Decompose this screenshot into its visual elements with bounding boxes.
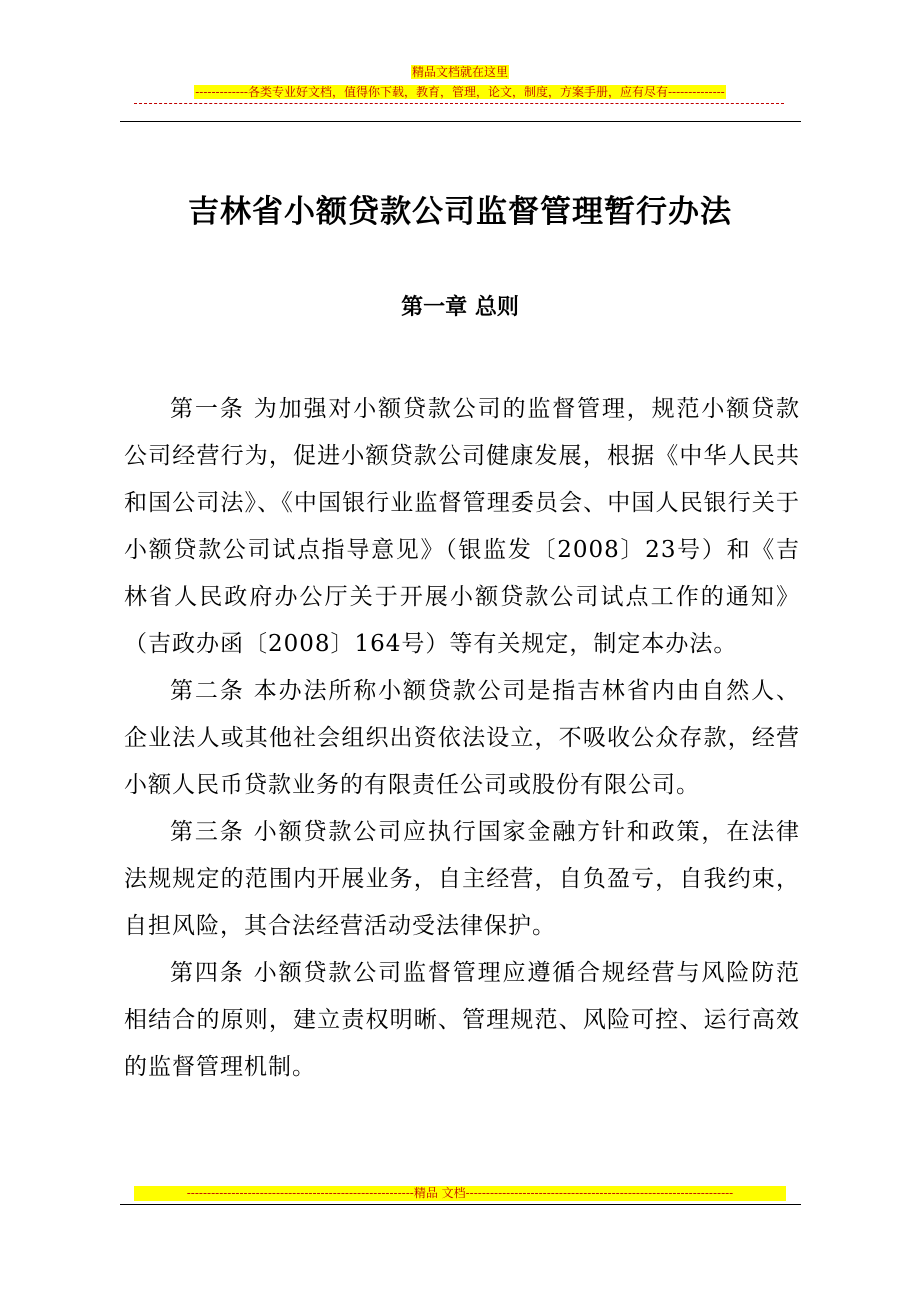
- article-3: 第三条 小额贷款公司应执行国家金融方针和政策，在法律法规规定的范围内开展业务，自主经营，自负盈亏，自我约束，自担风险，其合法经营活动受法律保护。: [124, 819, 800, 939]
- header-banner: [0, 84, 920, 100]
- header-banner-text: -------------各类专业好文档，值得你下载，教育，管理，论文，制度，方案手册，应有尽有--------------: [195, 85, 725, 99]
- header-dashed-divider: [134, 103, 784, 104]
- document-title: 吉林省小额贷款公司监督管理暂行办法: [188, 194, 732, 230]
- header-tagline: [0, 64, 920, 80]
- document-body: [124, 386, 800, 1091]
- article-1: 第一条 为加强对小额贷款公司的监督管理，规范小额贷款公司经营行为，促进小额贷款公司健康发展，根据《中华人民共和国公司法》、《中国银行业监督管理委员会、中国人民银行关于小额贷款公司试点指导意见》（银监发〔2008〕23号）和《吉林省人民政府办公厅关于开展小额贷款公司试点工作的通知》（吉政办函〔2008〕164号）等有关规定，制定本办法。: [124, 396, 800, 657]
- header-rule: [120, 121, 801, 122]
- article-4: 第四条 小额贷款公司监督管理应遵循合规经营与风险防范相结合的原则，建立责权明晰、管理规范、风险可控、运行高效的监督管理机制。: [124, 960, 800, 1080]
- chapter-heading: 第一章 总则: [401, 294, 519, 320]
- footer-banner: --------------------------------------------------------精品 文档------------------------------------------------------------------: [134, 1186, 786, 1201]
- article-2: 第二条 本办法所称小额贷款公司是指吉林省内由自然人、企业法人或其他社会组织出资依法设立，不吸收公众存款，经营小额人民币贷款业务的有限责任公司或股份有限公司。: [124, 678, 800, 798]
- footer-rule: [120, 1204, 801, 1205]
- header-tagline-text: 精品文档就在这里: [411, 65, 508, 79]
